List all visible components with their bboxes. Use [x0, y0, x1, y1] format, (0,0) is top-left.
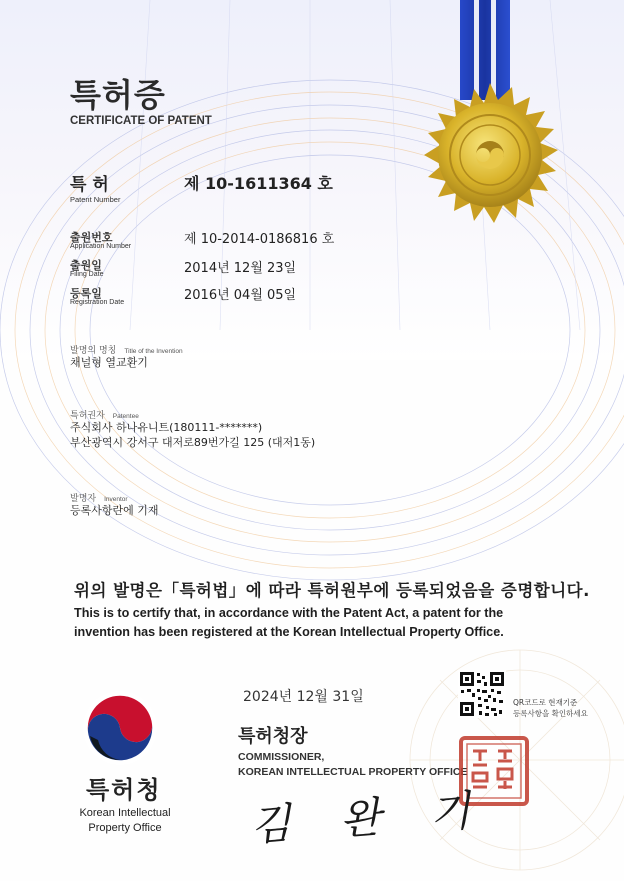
inventor-value: 등록사항란에 기재: [70, 504, 159, 517]
invention-title-label-ko: 발명의 명칭: [70, 346, 117, 356]
qr-code-icon[interactable]: [458, 670, 506, 718]
kipo-name-en-2: Property Office: [88, 822, 162, 834]
certificate-title-ko: 특허증: [70, 76, 166, 114]
qr-instruction-1: QR코드로 현재기준: [513, 698, 578, 707]
registration-date-label-ko: 등록일: [70, 287, 102, 300]
patentee-name: 주식회사 하나유니트(180111-*******): [70, 421, 263, 434]
application-number-label-ko: 출원번호: [70, 231, 113, 244]
gold-seal-icon: [415, 80, 565, 230]
filing-date-label-ko: 출원일: [70, 259, 102, 272]
certification-statement-ko: 위의 발명은「특허법」에 따라 특허원부에 등록되었음을 증명합니다.: [74, 581, 590, 600]
patent-number: 제 10-1611364 호: [184, 174, 333, 193]
qr-instruction-2: 등록사항을 확인하세요: [513, 709, 588, 718]
registration-date: 2016년 04월 05일: [184, 288, 297, 303]
certification-statement-en-2: invention has been registered at the Korean Intellectual Property Office.: [74, 625, 504, 639]
registration-date-label-en: Registration Date: [70, 299, 125, 306]
commissioner-title-ko: 특허청장: [238, 726, 308, 747]
patentee-label-en: Patentee: [112, 413, 139, 420]
application-number-label-en: Application Number: [70, 243, 132, 250]
commissioner-signature: 김 완 기: [248, 784, 491, 851]
certificate-title-en: CERTIFICATE OF PATENT: [70, 115, 212, 127]
invention-title-label-en: Title of the Invention: [124, 348, 183, 355]
filing-date-label-en: Filing Date: [70, 271, 104, 278]
kipo-name-en-1: Korean Intellectual: [79, 807, 171, 819]
certification-statement-en-1: This is to certify that, in accordance with the Patent Act, a patent for the: [74, 606, 504, 620]
application-number: 제 10-2014-0186816 호: [184, 232, 335, 247]
inventor-label-en: Inventor: [104, 496, 128, 503]
commissioner-title-en-1: COMMISSIONER,: [238, 751, 325, 763]
invention-title: 채널형 열교환기: [70, 356, 148, 369]
kipo-name-ko: 특허청: [86, 776, 162, 804]
patentee-address: 부산광역시 강서구 대저로89번가길 125 (대저1동): [70, 436, 316, 449]
issue-date: 2024년 12월 31일: [243, 689, 364, 705]
patent-label-en: Patent Number: [70, 195, 121, 204]
patent-label-ko: 특 허: [70, 175, 109, 195]
patentee-label-ko: 특허권자: [70, 411, 105, 421]
commissioner-title-en-2: KOREAN INTELLECTUAL PROPERTY OFFICE: [238, 766, 468, 778]
kipo-logo-icon: [80, 688, 160, 768]
inventor-label-ko: 발명자: [70, 494, 97, 504]
filing-date: 2014년 12월 23일: [184, 261, 297, 276]
